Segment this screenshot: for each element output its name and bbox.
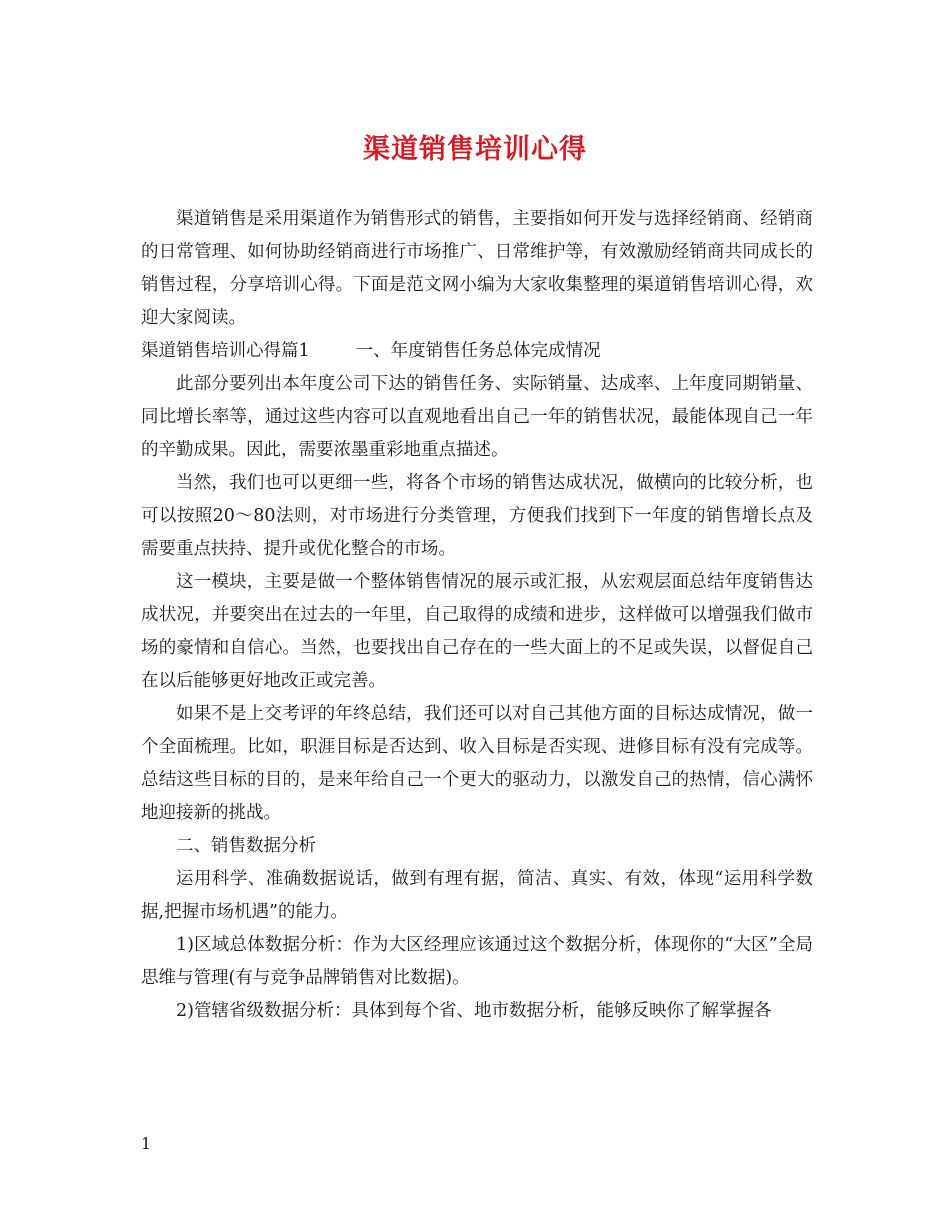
list-item: 2)管辖省级数据分析：具体到每个省、地市数据分析，能够反映你了解掌握各 [176,1001,772,1021]
body-paragraph: 运用科学、准确数据说话，做到有理有据，简洁、真实、有效，体现“运用科学数据,把握市场机遇”的能力。 [141,869,813,922]
list-item: 1)区域总体数据分析：作为大区经理应该通过这个数据分析，体现你的“大区”全局思维与管理(有与竞争品牌销售对比数据)。 [141,935,813,988]
article-heading: 渠道销售培训心得篇1 [141,341,310,361]
page-number: 1 [141,1134,152,1153]
section-heading-line [141,335,813,368]
intro-paragraph: 渠道销售是采用渠道作为销售形式的销售，主要指如何开发与选择经销商、经销商的日常管理、如何协助经销商进行市场推广、日常维护等，有效激励经销商共同成长的销售过程，分享培训心得。下面是范文网小编为大家收集整理的渠道销售培训心得，欢迎大家阅读。 [141,209,813,328]
body-paragraph: 此部分要列出本年度公司下达的销售任务、实际销量、达成率、上年度同期销量、同比增长率等，通过这些内容可以直观地看出自己一年的销售状况，最能体现自己一年的辛勤成果。因此，需要浓墨重彩地重点描述。 [141,374,813,460]
section-heading-sales-data: 二、销售数据分析 [176,836,316,856]
document-title: 渠道销售培训心得 [363,134,587,165]
section-heading: 一、年度销售任务总体完成情况 [355,341,601,361]
body-paragraph: 当然，我们也可以更细一些，将各个市场的销售达成状况，做横向的比较分析，也可以按照20～80法则，对市场进行分类管理，方便我们找到下一年度的销售增长点及需要重点扶持、提升或优化整合的市场。 [141,473,813,559]
body-paragraph: 如果不是上交考评的年终总结，我们还可以对自己其他方面的目标达成情况，做一个全面梳理。比如，职涯目标是否达到、收入目标是否实现、进修目标有没有完成等。总结这些目标的目的，是来年给自己一个更大的驱动力，以激发自己的热情，信心满怀地迎接新的挑战。 [141,704,813,823]
document-body [141,203,813,1028]
body-paragraph: 这一模块，主要是做一个整体销售情况的展示或汇报，从宏观层面总结年度销售达成状况，并要突出在过去的一年里，自己取得的成绩和进步，这样做可以增强我们做市场的豪情和自信心。当然，也要找出自己存在的一些大面上的不足或失误，以督促自己在以后能够更好地改正或完善。 [141,572,813,691]
